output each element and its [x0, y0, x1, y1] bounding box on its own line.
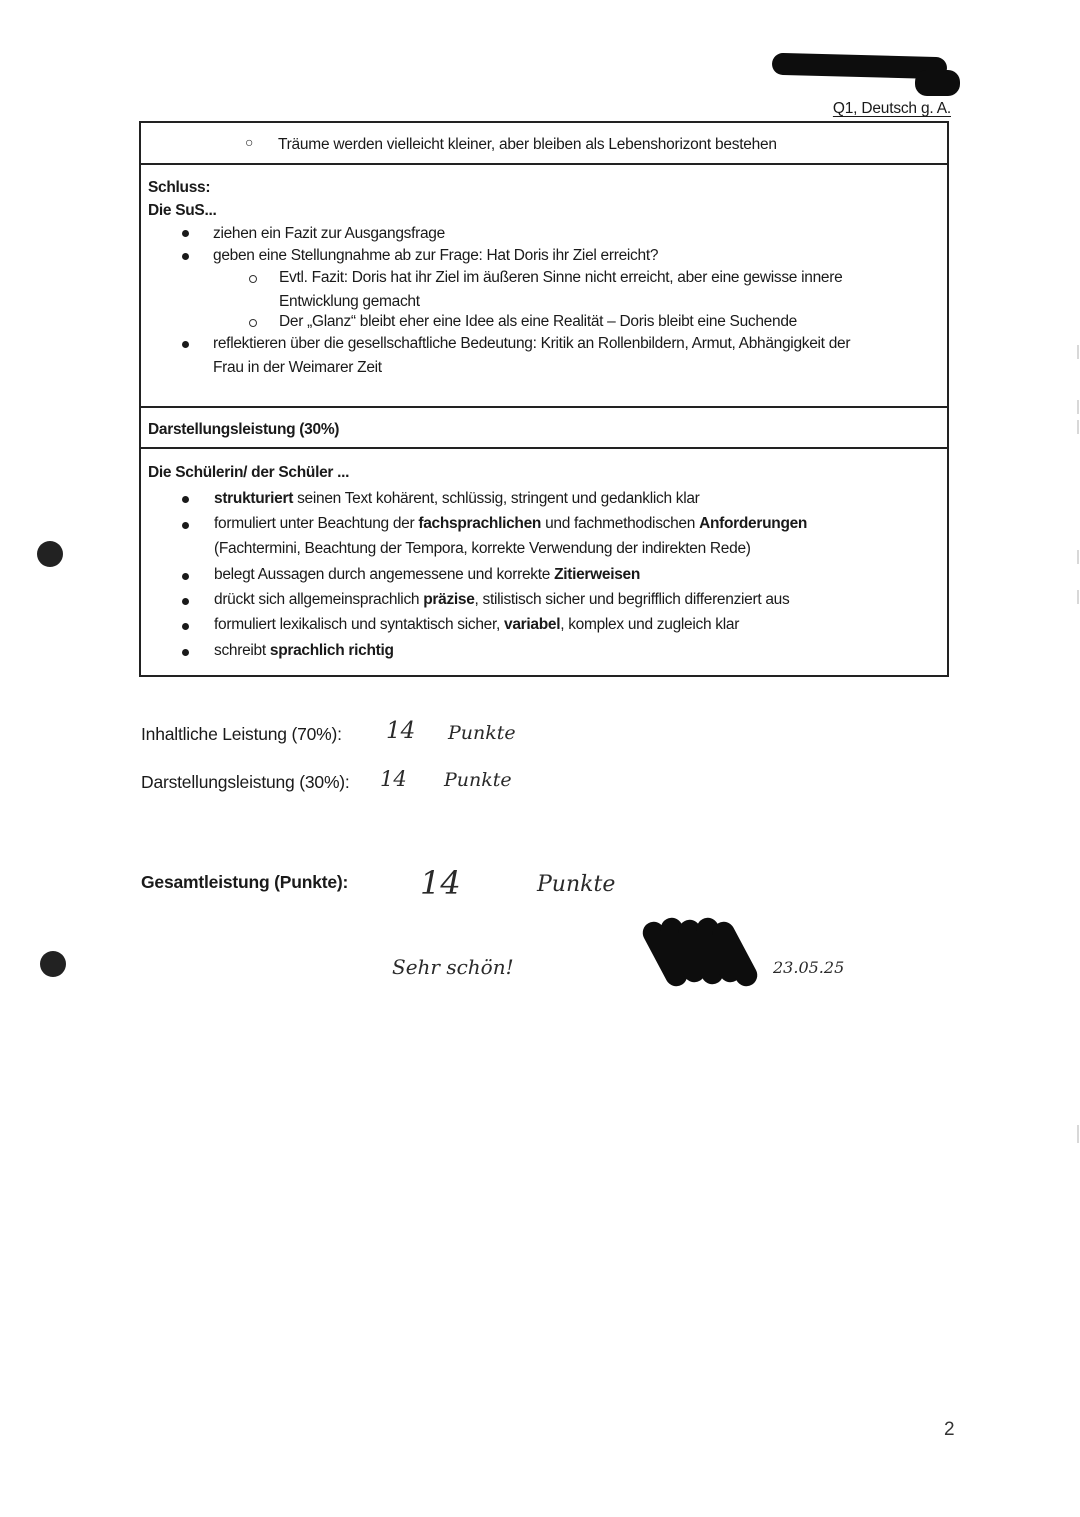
grading-date: 23.05.25 — [773, 958, 845, 977]
darstellung-score: 14 — [380, 767, 407, 791]
inhalt-unit: Punkte — [448, 722, 516, 744]
dream-text: Träume werden vielleicht kleiner, aber bleiben als Lebenshorizont bestehen — [278, 136, 777, 153]
bullet-icon — [182, 598, 189, 605]
criteria-keyword: fachsprachlichen — [418, 515, 542, 532]
criteria-item — [214, 588, 789, 612]
criteria-keyword: Anforderungen — [699, 515, 808, 532]
gesamt-unit: Punkte — [537, 872, 616, 897]
bullet-icon — [182, 573, 189, 580]
darstellung-unit: Punkte — [444, 769, 512, 791]
gesamt-label: Gesamtleistung (Punkte): — [141, 872, 349, 892]
bullet-icon — [182, 623, 189, 630]
grading-table — [139, 121, 949, 677]
scan-edge-mark — [1077, 590, 1079, 604]
inhalt-label: Inhaltliche Leistung (70%): — [141, 724, 342, 744]
scan-edge-mark — [1077, 400, 1079, 414]
teacher-comment: Sehr schön! — [392, 955, 514, 979]
table-row-dream — [141, 123, 947, 165]
bullet-icon — [182, 341, 189, 348]
punch-hole-top — [37, 541, 63, 567]
schluss-subtitle: Die SuS... — [148, 202, 217, 219]
inhalt-score: 14 — [386, 718, 416, 744]
criteria-text: schreibt — [214, 642, 270, 659]
criteria-text: und fachmethodischen — [541, 515, 700, 532]
criteria-item — [214, 639, 394, 663]
criteria-text: belegt Aussagen durch angemessene und korrekte — [214, 566, 555, 583]
list-item: reflektieren über die gesellschaftliche Bedeutung: Kritik an Rollenbildern, Armut, Abhängigkeit der — [213, 335, 851, 352]
bullet-icon — [182, 253, 189, 260]
circle-bullet-icon — [249, 275, 257, 283]
criteria-keyword: variabel — [504, 616, 561, 633]
bullet-icon — [182, 496, 189, 503]
list-item: geben eine Stellungnahme ab zur Frage: Hat Doris ihr Ziel erreicht? — [213, 247, 659, 264]
criteria-item — [214, 613, 739, 637]
criteria-text: drückt sich allgemeinsprachlich — [214, 591, 424, 608]
darstellung-header: Darstellungsleistung (30%) — [148, 421, 340, 438]
redacted-signature — [648, 915, 748, 987]
sub-list-item-cont: Entwicklung gemacht — [279, 293, 420, 310]
criteria-keyword: Zitierweisen — [554, 566, 641, 583]
criteria-text: seinen Text kohärent, schlüssig, stringent und gedanklich klar — [293, 490, 700, 507]
scan-edge-mark — [1077, 1125, 1079, 1143]
criteria-text: formuliert unter Beachtung der — [214, 515, 419, 532]
criteria-item — [214, 563, 640, 587]
section-darstellung — [141, 449, 947, 675]
darstellung-header-row — [141, 408, 947, 449]
darstellung-subtitle: Die Schülerin/ der Schüler ... — [148, 464, 350, 481]
course-label: Q1, Deutsch g. A. — [832, 100, 951, 117]
criteria-keyword: präzise — [423, 591, 475, 608]
circle-bullet-icon: ○ — [245, 134, 254, 150]
schluss-title: Schluss: — [148, 179, 211, 196]
criteria-keyword: strukturiert — [214, 490, 294, 507]
list-item-cont: Frau in der Weimarer Zeit — [213, 359, 382, 376]
scan-edge-mark — [1077, 420, 1079, 434]
criteria-keyword: sprachlich richtig — [269, 642, 394, 659]
bullet-icon — [182, 522, 189, 529]
redacted-name-tail — [915, 70, 960, 96]
criteria-item — [214, 512, 807, 536]
sub-list-item: Evtl. Fazit: Doris hat ihr Ziel im äußeren Sinne nicht erreicht, aber eine gewisse innere — [279, 269, 843, 286]
criteria-text: , stilistisch sicher und begrifflich differenziert aus — [474, 591, 790, 608]
sub-list-item: Der „Glanz“ bleibt eher eine Idee als eine Realität – Doris bleibt eine Suchende — [279, 313, 797, 330]
circle-bullet-icon — [249, 319, 257, 327]
criteria-item — [214, 487, 700, 511]
criteria-text: , komplex und zugleich klar — [560, 616, 740, 633]
scan-edge-mark — [1077, 345, 1079, 359]
gesamt-score: 14 — [420, 864, 461, 902]
section-schluss — [141, 165, 947, 408]
bullet-icon — [182, 649, 189, 656]
bullet-icon — [182, 230, 189, 237]
scan-edge-mark — [1077, 550, 1079, 564]
darstellung-label: Darstellungsleistung (30%): — [141, 772, 350, 792]
criteria-item-cont: (Fachtermini, Beachtung der Tempora, korrekte Verwendung der indirekten Rede) — [214, 540, 751, 557]
list-item: ziehen ein Fazit zur Ausgangsfrage — [213, 225, 445, 242]
page-number: 2 — [944, 1419, 955, 1440]
criteria-text: formuliert lexikalisch und syntaktisch sicher, — [214, 616, 504, 633]
punch-hole-bottom — [40, 951, 66, 977]
